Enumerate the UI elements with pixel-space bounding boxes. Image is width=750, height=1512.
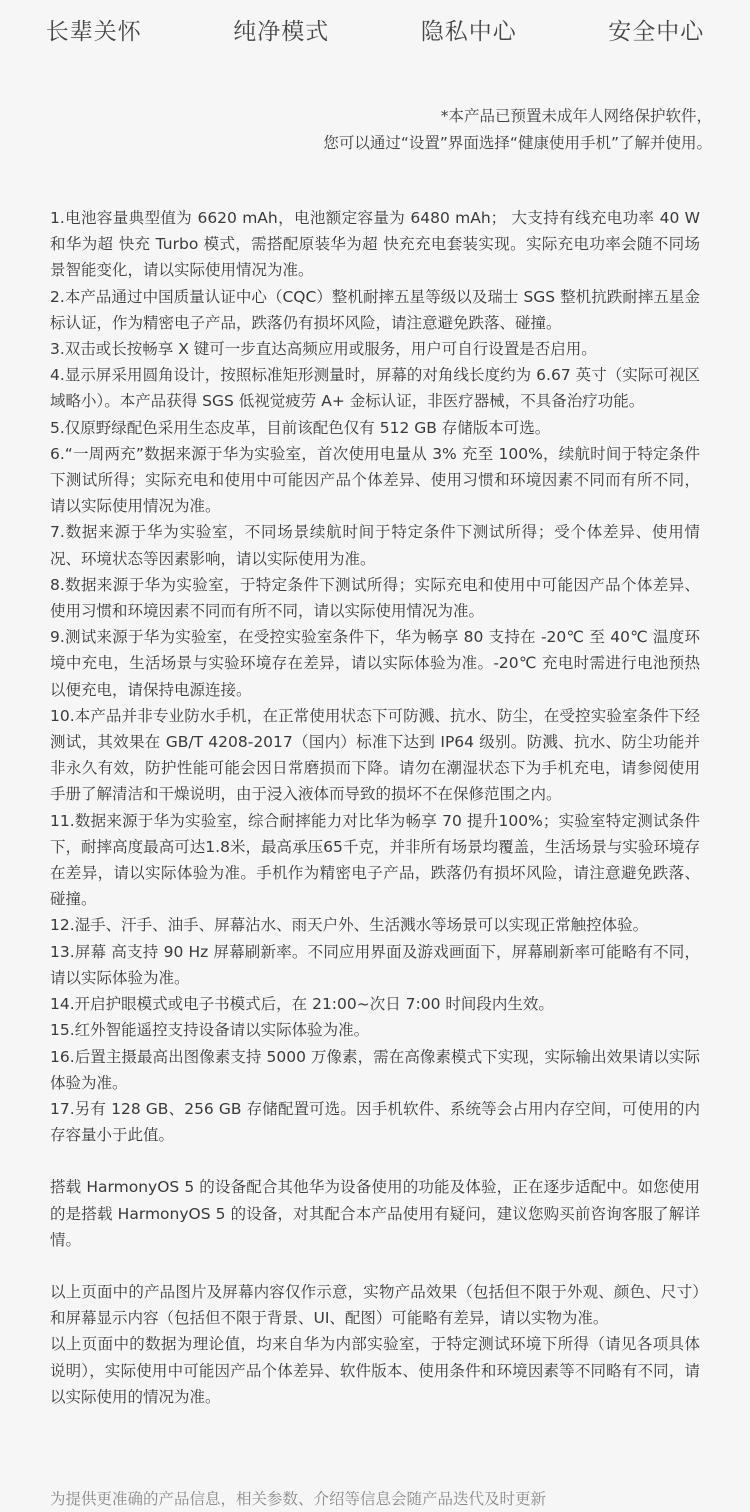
footnote-13: 13.屏幕 高支持 90 Hz 屏幕刷新率。不同应用界面及游戏画面下，屏幕刷新率可能略有不同，请以实际体验为准。 [50, 942, 700, 987]
footnote-5: 5.仅原野绿配色采用生态皮革，目前该配色仅有 512 GB 存储版本可选。 [50, 418, 551, 437]
minor-protection-notice [323, 103, 712, 157]
disclaimer-images: 以上页面中的产品图片及屏幕内容仅作示意，实物产品效果（包括但不限于外观、颜色、尺寸）和屏幕显示内容（包括但不限于背景、UI、配图）可能略有差异，请以实物为准。 [50, 1282, 700, 1328]
tab-privacy-center[interactable]: 隐私中心 [420, 18, 517, 45]
top-tab-bar [0, 0, 750, 58]
footnote-11: 11.数据来源于华为实验室，综合耐摔能力对比华为畅享 70 提升100%；实验室特定测试条件下，耐摔高度最高可达1.8米，最高承压65千克，并非所有场景均覆盖，生活场景与实验环境存在差异，请以实际体验为准。手机作为精密电子产品，跌落仍有损坏风险，请注意避免跌落、碰撞。 [50, 811, 700, 909]
footnote-8: 8.数据来源于华为实验室，于特定条件下测试所得；实际充电和使用中可能因产品个体差异、使用习惯和环境因素不同而有所不同，请以实际使用情况为准。 [50, 575, 700, 621]
section-spacer [50, 1253, 700, 1279]
footnote-6: 6.“一周两充”数据来源于华为实验室，首次使用电量从 3% 充至 100%，续航时间于特定条件下测试所得；实际充电和使用中可能因产品个体差异、使用习惯和环境因素不同而有所不同，请以实际使用情况为准。 [50, 444, 700, 516]
notice-line-2: 您可以通过“设置”界面选择“健康使用手机”了解并使用。 [323, 134, 712, 152]
tab-elder-care[interactable]: 长辈关怀 [45, 18, 142, 45]
footnote-2: 2.本产品通过中国质量认证中心（CQC）整机耐摔五星等级以及瑞士 SGS 整机抗跌耐摔五星金标认证，作为精密电子产品，跌落仍有损坏风险，请注意避免跌落、碰撞。 [50, 287, 700, 332]
footnote-17: 17.另有 128 GB、256 GB 存储配置可选。因手机软件、系统等会占用内存空间，可使用的内存容量小于此值。 [50, 1099, 700, 1145]
footnote-4: 4.显示屏采用圆角设计，按照标准矩形测量时，屏幕的对角线长度约为 6.67 英寸（实际可视区域略小）。本产品获得 SGS 低视觉疲劳 A+ 金标认证，非医疗器械，不具备治疗功能。 [50, 366, 700, 411]
harmonyos-note: 搭载 HarmonyOS 5 的设备配合其他华为设备使用的功能及体验，正在逐步适配中。如您使用的是搭载 HarmonyOS 5 的设备，对其配合本产品使用有疑问，建议您购买前咨询客服了解详情。 [50, 1178, 700, 1249]
truncated-disclaimer-line: 为提供更准确的产品信息，相关参数、介绍等信息会随产品迭代及时更新 [50, 1490, 547, 1508]
footnote-15: 15.红外智能遥控支持设备请以实际体验为准。 [50, 1021, 370, 1040]
footnote-10: 10.本产品并非专业防水手机，在正常使用状态下可防溅、抗水、防尘，在受控实验室条件下经测试，其效果在 GB/T 4208-2017（国内）标准下达到 IP64 级别。防溅、抗水、防尘功能并非永久有效，防护性能可能会因日常磨损而下降。请勿在潮湿状态下为手机充电，请参阅使用手册了解清洁和干燥说明，由于浸入液体而导致的损坏不在保修范围之内。 [50, 706, 700, 804]
footnote-14: 14.开启护眼模式或电子书模式后，在 21:00~次日 7:00 时间段内生效。 [50, 995, 554, 1014]
tab-security-center[interactable]: 安全中心 [608, 18, 705, 45]
footnote-1: 1.电池容量典型值为 6620 mAh，电池额定容量为 6480 mAh； 大支持有线充电功率 40 W 和华为超 快充 Turbo 模式，需搭配原装华为超 快充充电套装实现。实际充电功率会随不同场景智能变化，请以实际使用情况为准。 [50, 209, 700, 280]
disclaimer-data: 以上页面中的数据为理论值，均来自华为内部实验室，于特定测试环境下所得（请见各项具体说明），实际使用中可能因产品个体差异、软件版本、使用条件和环境因素等不同略有不同，请以实际使用的情况为准。 [50, 1335, 700, 1406]
section-spacer [50, 1148, 700, 1174]
footnote-16: 16.后置主摄最高出图像素支持 5000 万像素，需在高像素模式下实现，实际输出效果请以实际体验为准。 [50, 1047, 700, 1092]
notice-line-1: *本产品已预置未成年人网络保护软件， [440, 107, 712, 125]
footnote-7: 7.数据来源于华为实验室，不同场景续航时间于特定条件下测试所得；受个体差异、使用情况、环境状态等因素影响，请以实际使用为准。 [50, 523, 700, 568]
footnote-9: 9.测试来源于华为实验室，在受控实验室条件下，华为畅享 80 支持在 -20℃ 至 40℃ 温度环境中充电，生活场景与实验环境存在差异，请以实际体验为准。-20℃ 充电时需进行电池预热以便充电，请保持电源连接。 [50, 628, 700, 699]
footnote-3: 3.双击或长按畅享 X 键可一步直达高频应用或服务，用户可自行设置是否启用。 [50, 340, 597, 359]
footnotes-section [50, 205, 700, 1410]
footnote-12: 12.湿手、汗手、油手、屏幕沾水、雨天户外、生活溅水等场景可以实现正常触控体验。 [50, 916, 649, 935]
tab-pure-mode[interactable]: 纯净模式 [233, 18, 330, 45]
